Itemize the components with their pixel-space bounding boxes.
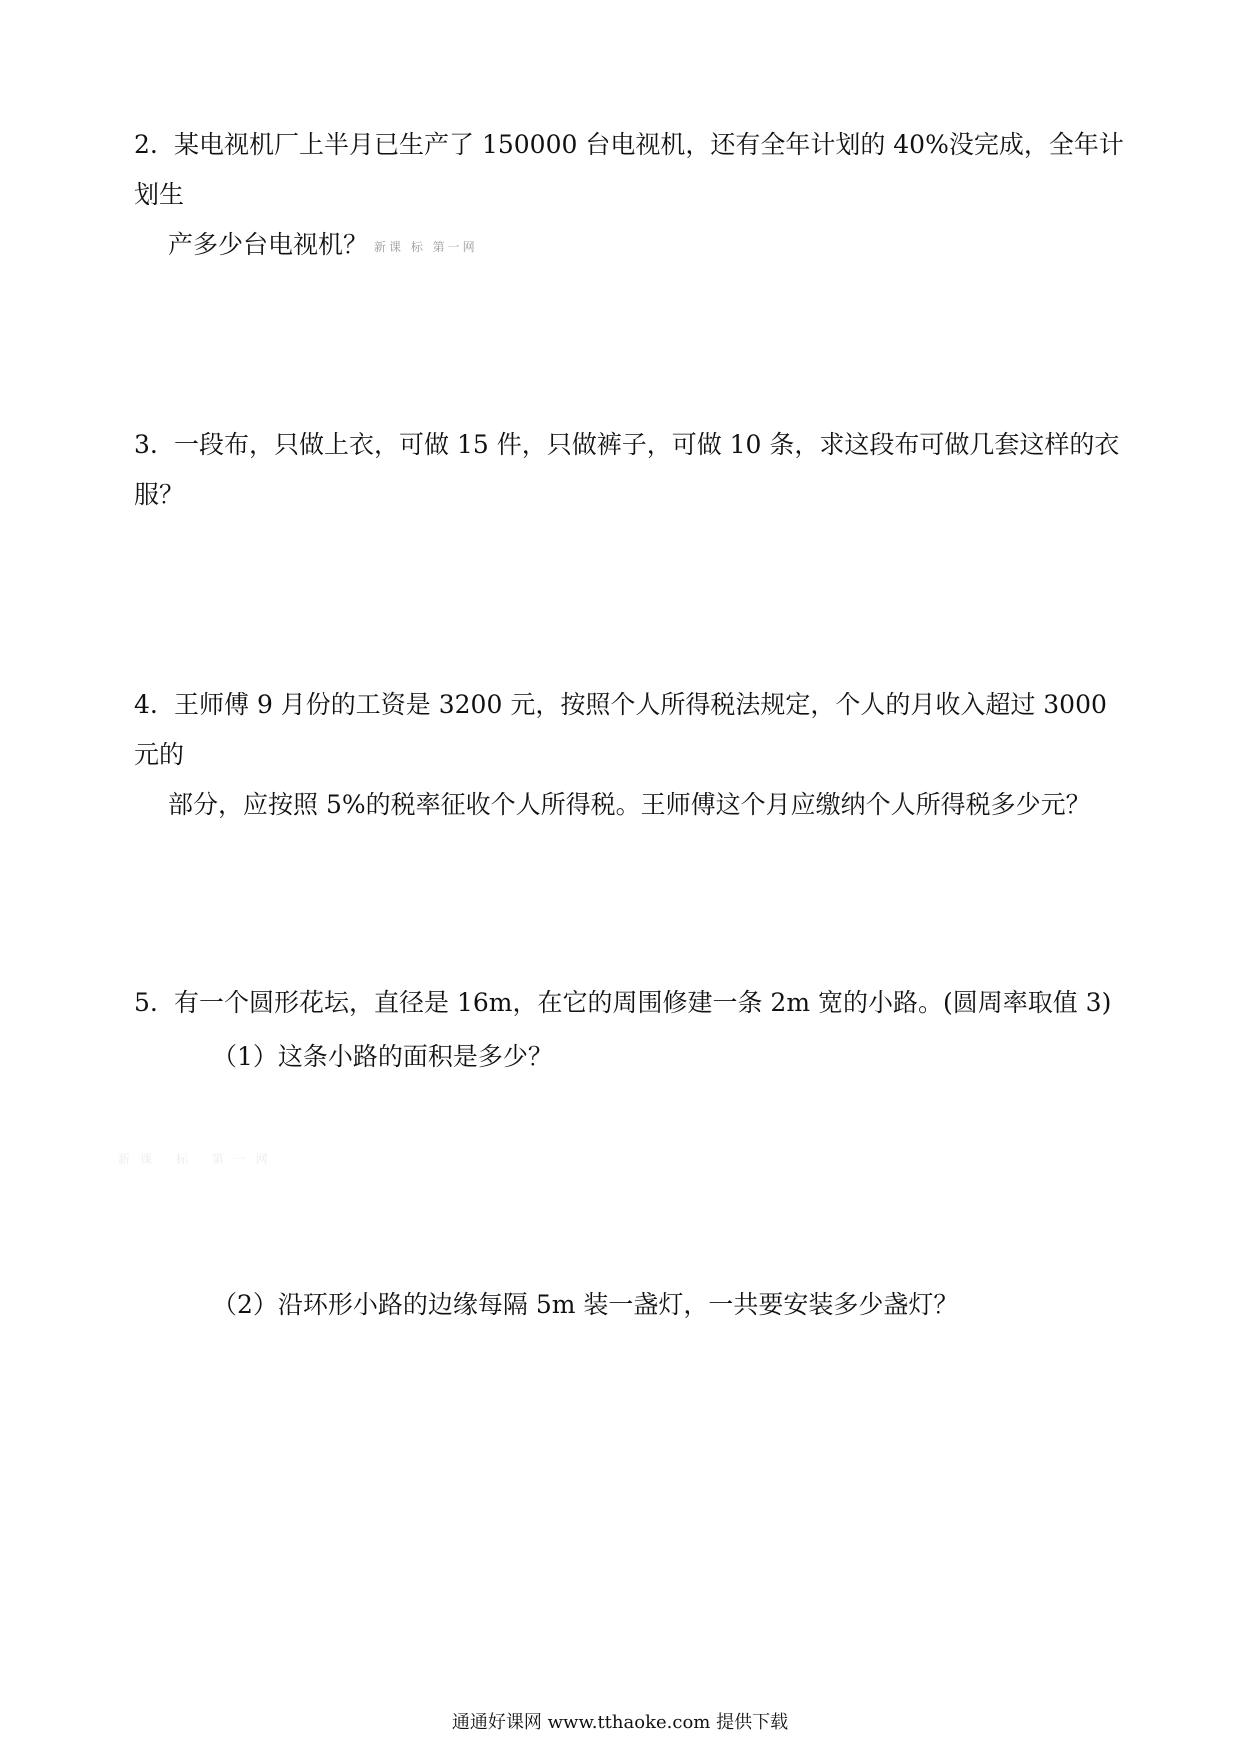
problem-2 <box>134 120 1124 272</box>
problem-number: 4. <box>134 690 158 719</box>
problem-text-line2: 部分，应按照 5%的税率征收个人所得税。王师傅这个月应缴纳个人所得税多少元？ <box>168 790 1091 819</box>
watermark-text: 新课 标 第一网 <box>374 239 478 254</box>
problem-number: 2. <box>134 130 158 159</box>
problem-text-line1: 某电视机厂上半月已生产了 150000 台电视机，还有全年计划的 40%没完成，全年计划生 <box>134 130 1124 209</box>
problem-text-line2: 产多少台电视机？ <box>168 230 369 259</box>
problem-5-subquestion-1: （1）这条小路的面积是多少？ <box>212 1042 553 1071</box>
problem-text-line1: 有一个圆形花坛，直径是 16m，在它的周围修建一条 2m 宽的小路。(圆周率取值 3) <box>174 988 1112 1017</box>
page-footer: 通通好课网 www.tthaoke.com 提供下载 <box>451 1712 789 1733</box>
problem-number: 5. <box>134 988 158 1017</box>
problem-3 <box>134 420 1124 520</box>
problem-number: 3. <box>134 430 158 459</box>
problem-text-line1: 一段布，只做上衣，可做 15 件，只做裤子，可做 10 条，求这段布可做几套这样的衣服？ <box>134 430 1120 509</box>
problem-text-line1: 王师傅 9 月份的工资是 3200 元，按照个人所得税法规定，个人的月收入超过 3000 元的 <box>134 690 1107 769</box>
faint-watermark: 新课 标 第一网 <box>118 1152 278 1166</box>
problem-5-subquestion-2: （2）沿环形小路的边缘每隔 5m 装一盏灯，一共要安装多少盏灯？ <box>212 1290 959 1319</box>
problem-5 <box>134 978 1124 1028</box>
problem-4 <box>134 680 1124 830</box>
